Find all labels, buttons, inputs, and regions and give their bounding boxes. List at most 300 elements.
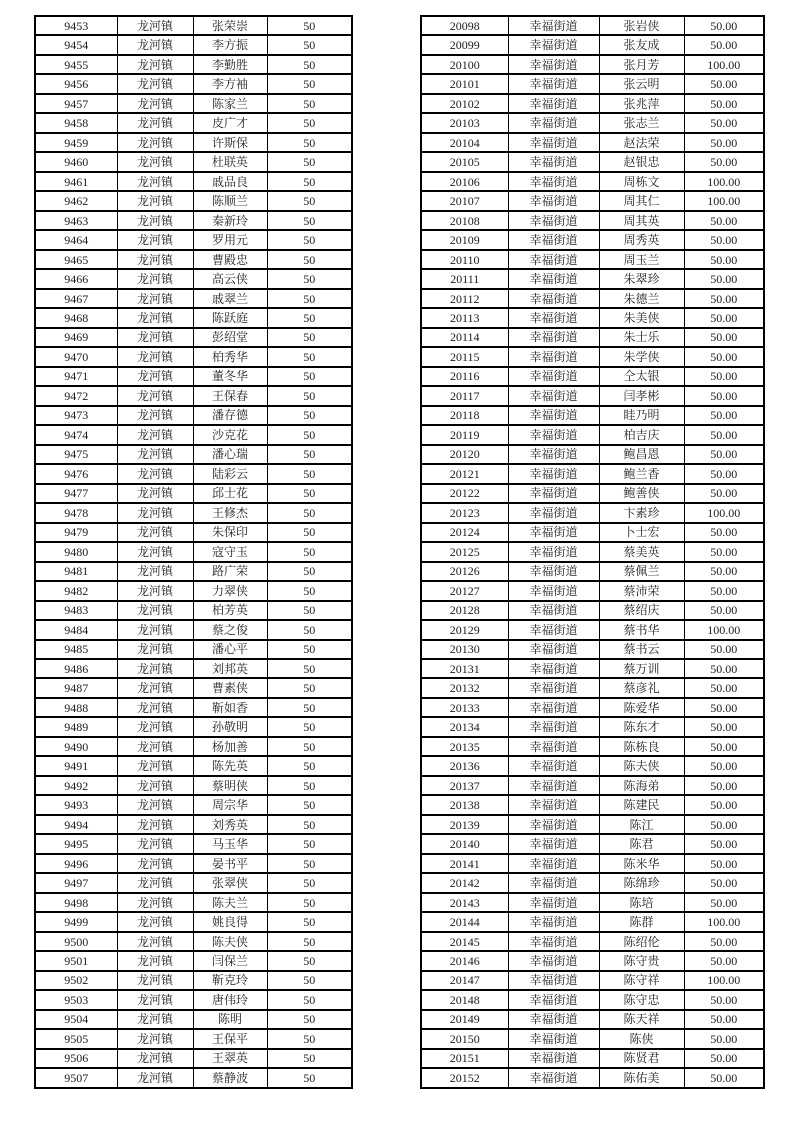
table-longhe-town	[34, 15, 353, 1089]
cell-name: 蔡书华	[599, 620, 684, 639]
cell-region: 龙河镇	[117, 854, 193, 873]
cell-region: 幸福街道	[508, 1068, 599, 1088]
table-row	[35, 737, 352, 756]
cell-amount: 50	[267, 912, 352, 931]
cell-id: 9467	[35, 289, 117, 308]
cell-name: 卞素珍	[599, 503, 684, 522]
cell-id: 20120	[421, 445, 508, 464]
cell-region: 龙河镇	[117, 834, 193, 853]
table-row	[421, 55, 764, 74]
table-row	[421, 737, 764, 756]
cell-region: 幸福街道	[508, 1049, 599, 1068]
cell-amount: 50.00	[684, 873, 764, 892]
cell-name: 蔡美英	[599, 542, 684, 561]
cell-name: 朱翠珍	[599, 269, 684, 288]
cell-id: 20149	[421, 1010, 508, 1029]
cell-region: 幸福街道	[508, 659, 599, 678]
table-row	[421, 152, 764, 171]
cell-id: 20146	[421, 951, 508, 970]
cell-amount: 50.00	[684, 464, 764, 483]
cell-name: 靳克玲	[193, 971, 267, 990]
cell-amount: 50.00	[684, 581, 764, 600]
table-row	[35, 308, 352, 327]
cell-name: 陈侠	[599, 1029, 684, 1048]
table-row	[35, 328, 352, 347]
cell-name: 陈爱华	[599, 698, 684, 717]
cell-amount: 50	[267, 289, 352, 308]
cell-region: 幸福街道	[508, 893, 599, 912]
table-row	[421, 1068, 764, 1088]
table-row	[421, 951, 764, 970]
cell-name: 闫孝彬	[599, 386, 684, 405]
cell-region: 龙河镇	[117, 523, 193, 542]
table-xingfu-street-body	[421, 16, 764, 1088]
table-row	[421, 795, 764, 814]
table-row	[35, 678, 352, 697]
cell-name: 眭乃明	[599, 406, 684, 425]
cell-region: 龙河镇	[117, 191, 193, 210]
cell-name: 曹素侠	[193, 678, 267, 697]
table-row	[35, 815, 352, 834]
cell-id: 9454	[35, 35, 117, 54]
cell-name: 周宗华	[193, 795, 267, 814]
cell-region: 龙河镇	[117, 308, 193, 327]
cell-amount: 50	[267, 464, 352, 483]
cell-name: 陈江	[599, 815, 684, 834]
cell-region: 幸福街道	[508, 717, 599, 736]
cell-amount: 50.00	[684, 94, 764, 113]
cell-amount: 50	[267, 737, 352, 756]
cell-region: 幸福街道	[508, 1010, 599, 1029]
cell-name: 王保平	[193, 1029, 267, 1048]
cell-id: 20150	[421, 1029, 508, 1048]
cell-amount: 50.00	[684, 250, 764, 269]
cell-amount: 50	[267, 640, 352, 659]
table-row	[421, 250, 764, 269]
cell-name: 王保春	[193, 386, 267, 405]
cell-id: 20104	[421, 133, 508, 152]
cell-region: 幸福街道	[508, 425, 599, 444]
table-row	[35, 698, 352, 717]
cell-region: 龙河镇	[117, 873, 193, 892]
cell-id: 20105	[421, 152, 508, 171]
cell-region: 龙河镇	[117, 717, 193, 736]
cell-amount: 50	[267, 191, 352, 210]
table-row	[421, 854, 764, 873]
table-row	[35, 717, 352, 736]
cell-region: 龙河镇	[117, 1049, 193, 1068]
cell-region: 龙河镇	[117, 464, 193, 483]
cell-amount: 50	[267, 542, 352, 561]
cell-name: 柏秀华	[193, 347, 267, 366]
cell-region: 幸福街道	[508, 308, 599, 327]
cell-region: 幸福街道	[508, 133, 599, 152]
cell-name: 陈明	[193, 1010, 267, 1029]
cell-name: 蔡静波	[193, 1068, 267, 1088]
table-row	[35, 990, 352, 1009]
cell-name: 陈守祥	[599, 971, 684, 990]
cell-name: 刘邦英	[193, 659, 267, 678]
table-row	[421, 367, 764, 386]
cell-name: 曹殿忠	[193, 250, 267, 269]
cell-region: 龙河镇	[117, 113, 193, 132]
cell-amount: 50	[267, 74, 352, 93]
cell-name: 彭绍堂	[193, 328, 267, 347]
cell-region: 龙河镇	[117, 640, 193, 659]
cell-id: 20122	[421, 484, 508, 503]
cell-amount: 50	[267, 834, 352, 853]
cell-name: 陈君	[599, 834, 684, 853]
cell-amount: 50	[267, 717, 352, 736]
table-row	[35, 1049, 352, 1068]
table-row	[35, 1010, 352, 1029]
cell-name: 陈守贵	[599, 951, 684, 970]
cell-region: 龙河镇	[117, 425, 193, 444]
cell-id: 9483	[35, 601, 117, 620]
cell-id: 9471	[35, 367, 117, 386]
cell-name: 周其仁	[599, 191, 684, 210]
cell-amount: 50.00	[684, 659, 764, 678]
table-row	[35, 250, 352, 269]
table-row	[35, 581, 352, 600]
table-row	[35, 601, 352, 620]
cell-amount: 50	[267, 698, 352, 717]
cell-name: 陈顺兰	[193, 191, 267, 210]
cell-name: 陈海弟	[599, 776, 684, 795]
cell-amount: 50.00	[684, 35, 764, 54]
cell-id: 9478	[35, 503, 117, 522]
cell-id: 9498	[35, 893, 117, 912]
cell-name: 蔡万训	[599, 659, 684, 678]
cell-amount: 50	[267, 133, 352, 152]
cell-id: 9455	[35, 55, 117, 74]
table-row	[35, 503, 352, 522]
cell-id: 20138	[421, 795, 508, 814]
cell-region: 幸福街道	[508, 756, 599, 775]
table-row	[35, 776, 352, 795]
cell-amount: 100.00	[684, 503, 764, 522]
cell-name: 陈东才	[599, 717, 684, 736]
cell-id: 9503	[35, 990, 117, 1009]
table-row	[421, 542, 764, 561]
cell-name: 路广荣	[193, 562, 267, 581]
table-xingfu-street	[420, 15, 765, 1089]
table-row	[421, 756, 764, 775]
cell-region: 幸福街道	[508, 74, 599, 93]
cell-region: 幸福街道	[508, 737, 599, 756]
cell-region: 幸福街道	[508, 230, 599, 249]
cell-name: 陈天祥	[599, 1010, 684, 1029]
cell-name: 沙克花	[193, 425, 267, 444]
cell-region: 幸福街道	[508, 152, 599, 171]
cell-id: 20135	[421, 737, 508, 756]
cell-region: 幸福街道	[508, 406, 599, 425]
cell-region: 幸福街道	[508, 1029, 599, 1048]
cell-amount: 50	[267, 601, 352, 620]
table-row	[35, 971, 352, 990]
table-row	[35, 191, 352, 210]
cell-id: 20116	[421, 367, 508, 386]
cell-amount: 50	[267, 620, 352, 639]
table-row	[35, 367, 352, 386]
cell-id: 9477	[35, 484, 117, 503]
table-row	[421, 717, 764, 736]
cell-region: 龙河镇	[117, 133, 193, 152]
cell-amount: 50.00	[684, 756, 764, 775]
cell-amount: 50.00	[684, 113, 764, 132]
cell-amount: 50	[267, 269, 352, 288]
cell-amount: 50.00	[684, 815, 764, 834]
cell-region: 龙河镇	[117, 94, 193, 113]
cell-id: 9470	[35, 347, 117, 366]
table-row	[421, 620, 764, 639]
cell-region: 幸福街道	[508, 191, 599, 210]
table-row	[421, 230, 764, 249]
cell-id: 20133	[421, 698, 508, 717]
cell-id: 9473	[35, 406, 117, 425]
cell-id: 9493	[35, 795, 117, 814]
table-row	[35, 523, 352, 542]
cell-name: 周玉兰	[599, 250, 684, 269]
table-row	[421, 912, 764, 931]
cell-amount: 50.00	[684, 601, 764, 620]
cell-id: 20115	[421, 347, 508, 366]
cell-name: 蔡明侠	[193, 776, 267, 795]
table-row	[421, 581, 764, 600]
cell-name: 晏书平	[193, 854, 267, 873]
cell-amount: 50.00	[684, 133, 764, 152]
table-row	[421, 562, 764, 581]
table-row	[421, 893, 764, 912]
cell-region: 龙河镇	[117, 562, 193, 581]
cell-amount: 50.00	[684, 16, 764, 35]
cell-name: 李方袖	[193, 74, 267, 93]
cell-id: 20113	[421, 308, 508, 327]
table-row	[421, 445, 764, 464]
table-row	[421, 1049, 764, 1068]
cell-id: 9484	[35, 620, 117, 639]
cell-amount: 100.00	[684, 912, 764, 931]
cell-id: 20147	[421, 971, 508, 990]
cell-region: 龙河镇	[117, 503, 193, 522]
cell-id: 9479	[35, 523, 117, 542]
table-row	[421, 776, 764, 795]
table-row	[35, 94, 352, 113]
cell-id: 9501	[35, 951, 117, 970]
cell-amount: 50.00	[684, 717, 764, 736]
cell-region: 幸福街道	[508, 815, 599, 834]
cell-id: 20143	[421, 893, 508, 912]
cell-name: 陈家兰	[193, 94, 267, 113]
cell-amount: 50.00	[684, 1049, 764, 1068]
cell-amount: 50.00	[684, 562, 764, 581]
cell-amount: 50	[267, 815, 352, 834]
cell-region: 龙河镇	[117, 74, 193, 93]
cell-amount: 50.00	[684, 795, 764, 814]
cell-name: 朱德兰	[599, 289, 684, 308]
cell-region: 龙河镇	[117, 328, 193, 347]
cell-name: 陈先英	[193, 756, 267, 775]
cell-amount: 50	[267, 990, 352, 1009]
cell-id: 9488	[35, 698, 117, 717]
cell-amount: 50.00	[684, 484, 764, 503]
table-row	[421, 990, 764, 1009]
cell-name: 张兆萍	[599, 94, 684, 113]
table-row	[35, 16, 352, 35]
cell-id: 20108	[421, 211, 508, 230]
cell-name: 周秀英	[599, 230, 684, 249]
cell-amount: 50	[267, 230, 352, 249]
table-row	[421, 269, 764, 288]
cell-id: 20099	[421, 35, 508, 54]
cell-region: 幸福街道	[508, 269, 599, 288]
table-row	[35, 542, 352, 561]
cell-region: 龙河镇	[117, 990, 193, 1009]
cell-id: 9481	[35, 562, 117, 581]
table-row	[35, 464, 352, 483]
cell-name: 陈建民	[599, 795, 684, 814]
table-row	[421, 328, 764, 347]
cell-id: 20145	[421, 932, 508, 951]
cell-region: 龙河镇	[117, 386, 193, 405]
cell-id: 9480	[35, 542, 117, 561]
cell-id: 9497	[35, 873, 117, 892]
cell-name: 朱学侠	[599, 347, 684, 366]
cell-region: 幸福街道	[508, 523, 599, 542]
table-row	[421, 640, 764, 659]
cell-name: 鲍善侠	[599, 484, 684, 503]
cell-name: 戚翠兰	[193, 289, 267, 308]
cell-name: 柏吉庆	[599, 425, 684, 444]
cell-name: 陈贤君	[599, 1049, 684, 1068]
cell-region: 龙河镇	[117, 35, 193, 54]
cell-name: 鲍昌恩	[599, 445, 684, 464]
table-row	[421, 347, 764, 366]
cell-amount: 50	[267, 1010, 352, 1029]
table-row	[421, 1010, 764, 1029]
cell-id: 20125	[421, 542, 508, 561]
cell-region: 幸福街道	[508, 932, 599, 951]
cell-name: 陈佑美	[599, 1068, 684, 1088]
cell-region: 幸福街道	[508, 834, 599, 853]
cell-id: 20134	[421, 717, 508, 736]
cell-id: 20118	[421, 406, 508, 425]
cell-region: 龙河镇	[117, 698, 193, 717]
cell-region: 幸福街道	[508, 640, 599, 659]
table-longhe-town-body	[35, 16, 352, 1088]
cell-amount: 50.00	[684, 951, 764, 970]
cell-amount: 50.00	[684, 425, 764, 444]
table-row	[35, 152, 352, 171]
cell-name: 张月芳	[599, 55, 684, 74]
cell-amount: 50.00	[684, 1010, 764, 1029]
table-row	[35, 35, 352, 54]
table-row	[421, 406, 764, 425]
cell-region: 幸福街道	[508, 211, 599, 230]
cell-amount: 50	[267, 55, 352, 74]
cell-amount: 50.00	[684, 678, 764, 697]
cell-id: 9507	[35, 1068, 117, 1088]
cell-region: 幸福街道	[508, 581, 599, 600]
table-row	[35, 932, 352, 951]
cell-region: 幸福街道	[508, 347, 599, 366]
cell-amount: 50	[267, 425, 352, 444]
cell-name: 张岩侠	[599, 16, 684, 35]
cell-amount: 50.00	[684, 834, 764, 853]
table-row	[421, 464, 764, 483]
cell-id: 20109	[421, 230, 508, 249]
cell-region: 龙河镇	[117, 678, 193, 697]
cell-amount: 50	[267, 484, 352, 503]
cell-region: 龙河镇	[117, 795, 193, 814]
cell-id: 20139	[421, 815, 508, 834]
cell-region: 幸福街道	[508, 503, 599, 522]
cell-amount: 50	[267, 1068, 352, 1088]
cell-name: 唐伟玲	[193, 990, 267, 1009]
cell-id: 9472	[35, 386, 117, 405]
cell-id: 9494	[35, 815, 117, 834]
cell-id: 9504	[35, 1010, 117, 1029]
cell-id: 20117	[421, 386, 508, 405]
cell-id: 20151	[421, 1049, 508, 1068]
cell-name: 柏芳英	[193, 601, 267, 620]
table-row	[421, 659, 764, 678]
cell-id: 20106	[421, 172, 508, 191]
cell-id: 9476	[35, 464, 117, 483]
cell-name: 张翠侠	[193, 873, 267, 892]
cell-name: 邱士花	[193, 484, 267, 503]
cell-name: 李勤胜	[193, 55, 267, 74]
cell-region: 龙河镇	[117, 815, 193, 834]
cell-id: 9457	[35, 94, 117, 113]
cell-amount: 50.00	[684, 1029, 764, 1048]
cell-amount: 50	[267, 951, 352, 970]
cell-id: 9463	[35, 211, 117, 230]
table-row	[35, 425, 352, 444]
table-row	[35, 172, 352, 191]
cell-amount: 50.00	[684, 776, 764, 795]
cell-id: 9461	[35, 172, 117, 191]
cell-id: 20124	[421, 523, 508, 542]
cell-id: 20121	[421, 464, 508, 483]
cell-id: 20129	[421, 620, 508, 639]
table-row	[35, 640, 352, 659]
cell-name: 周栋文	[599, 172, 684, 191]
table-row	[421, 601, 764, 620]
cell-region: 幸福街道	[508, 951, 599, 970]
cell-region: 幸福街道	[508, 620, 599, 639]
cell-region: 龙河镇	[117, 406, 193, 425]
table-row	[421, 74, 764, 93]
cell-amount: 50.00	[684, 211, 764, 230]
cell-amount: 50.00	[684, 386, 764, 405]
cell-id: 20127	[421, 581, 508, 600]
cell-region: 龙河镇	[117, 16, 193, 35]
cell-amount: 50.00	[684, 990, 764, 1009]
cell-amount: 50	[267, 367, 352, 386]
cell-region: 幸福街道	[508, 464, 599, 483]
cell-amount: 100.00	[684, 620, 764, 639]
cell-id: 9505	[35, 1029, 117, 1048]
cell-region: 龙河镇	[117, 581, 193, 600]
cell-amount: 100.00	[684, 971, 764, 990]
cell-amount: 50	[267, 503, 352, 522]
cell-id: 20126	[421, 562, 508, 581]
cell-region: 幸福街道	[508, 16, 599, 35]
cell-region: 龙河镇	[117, 542, 193, 561]
cell-id: 20140	[421, 834, 508, 853]
cell-name: 陈米华	[599, 854, 684, 873]
